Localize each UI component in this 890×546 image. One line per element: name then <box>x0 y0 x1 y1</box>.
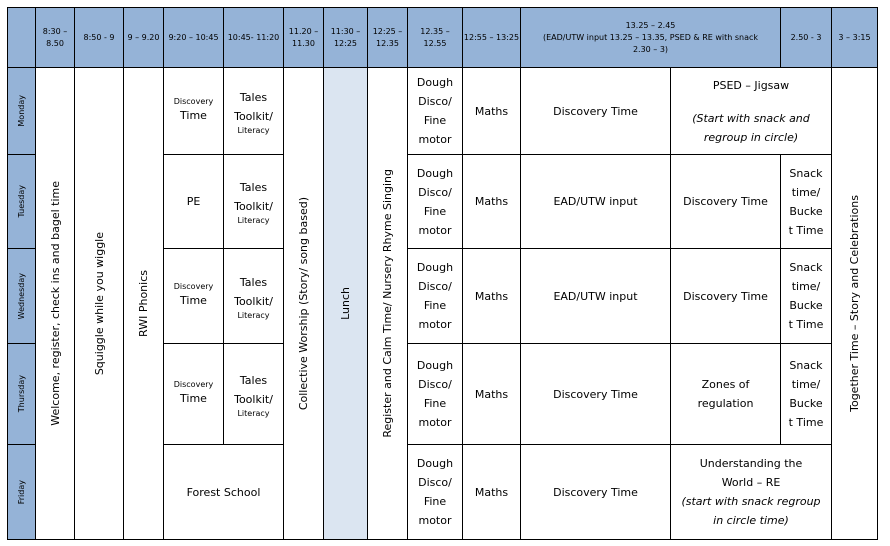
register-column: Register and Calm Time/ Nursery Rhyme Singing <box>367 67 408 540</box>
wednesday-snack: Snack time/ Bucke t Time <box>780 248 832 344</box>
header-time-0830: 8:30 – 8.50 <box>35 7 75 68</box>
tuesday-discovery-time: Discovery Time <box>670 154 781 249</box>
tuesday-ead-utw: EAD/UTW input <box>520 154 671 249</box>
header-time-0920: 9:20 – 10:45 <box>163 7 224 68</box>
friday-maths: Maths <box>462 444 521 540</box>
thursday-tales: Tales Toolkit/ Literacy <box>223 343 284 445</box>
header-time-0300: 3 – 3:15 <box>831 7 878 68</box>
tuesday-tales: Tales Toolkit/ Literacy <box>223 154 284 249</box>
monday-maths: Maths <box>462 67 521 155</box>
day-friday: Friday <box>7 444 36 540</box>
thursday-snack: Snack time/ Bucke t Time <box>780 343 832 445</box>
header-time-1325: 13.25 – 2.45 (EAD/UTW input 13.25 – 13.35, PSED & RE with snack 2.30 – 3) <box>520 7 781 68</box>
header-time-0250: 2.50 - 3 <box>780 7 832 68</box>
thursday-discovery-time: Discovery Time <box>520 343 671 445</box>
friday-forest-school: Forest School <box>163 444 284 540</box>
monday-tales: Tales Toolkit/ Literacy <box>223 67 284 155</box>
monday-discovery: Discovery Time <box>163 67 224 155</box>
wednesday-discovery-time: Discovery Time <box>670 248 781 344</box>
friday-discovery-time: Discovery Time <box>520 444 671 540</box>
day-monday: Monday <box>7 67 36 155</box>
wednesday-maths: Maths <box>462 248 521 344</box>
squiggle-column: Squiggle while you wiggle <box>74 67 124 540</box>
header-time-1120: 11.20 – 11.30 <box>283 7 324 68</box>
tuesday-dough: Dough Disco/ Fine motor <box>407 154 463 249</box>
monday-dough: Dough Disco/ Fine motor <box>407 67 463 155</box>
monday-psed: PSED – Jigsaw (Start with snack and regroup in circle) <box>670 67 832 155</box>
together-column: Together Time – Story and Celebrations <box>831 67 878 540</box>
wednesday-discovery: Discovery Time <box>163 248 224 344</box>
thursday-discovery: Discovery Time <box>163 343 224 445</box>
header-time-1255: 12:55 – 13:25 <box>462 7 521 68</box>
thursday-dough: Dough Disco/ Fine motor <box>407 343 463 445</box>
tuesday-snack: Snack time/ Bucke t Time <box>780 154 832 249</box>
thursday-zones: Zones of regulation <box>670 343 781 445</box>
header-time-1225: 12:25 – 12.35 <box>367 7 408 68</box>
header-time-1045: 10:45- 11:20 <box>223 7 284 68</box>
wednesday-ead-utw: EAD/UTW input <box>520 248 671 344</box>
header-corner <box>7 7 36 68</box>
tuesday-pe: PE <box>163 154 224 249</box>
phonics-column: RWI Phonics <box>123 67 164 540</box>
header-time-1130: 11:30 – 12:25 <box>323 7 368 68</box>
day-wednesday: Wednesday <box>7 248 36 344</box>
tuesday-maths: Maths <box>462 154 521 249</box>
wednesday-tales: Tales Toolkit/ Literacy <box>223 248 284 344</box>
wednesday-dough: Dough Disco/ Fine motor <box>407 248 463 344</box>
header-time-1235: 12.35 – 12.55 <box>407 7 463 68</box>
monday-discovery-time: Discovery Time <box>520 67 671 155</box>
thursday-maths: Maths <box>462 343 521 445</box>
day-thursday: Thursday <box>7 343 36 445</box>
day-tuesday: Tuesday <box>7 154 36 249</box>
worship-column: Collective Worship (Story/ song based) <box>283 67 324 540</box>
friday-utw-re: Understanding the World – RE (start with snack regroup in circle time) <box>670 444 832 540</box>
friday-dough: Dough Disco/ Fine motor <box>407 444 463 540</box>
lunch-column: Lunch <box>323 67 368 540</box>
welcome-column: Welcome, register, check ins and bagel time <box>35 67 75 540</box>
header-time-0900: 9 – 9.20 <box>123 7 164 68</box>
header-time-0850: 8:50 - 9 <box>74 7 124 68</box>
